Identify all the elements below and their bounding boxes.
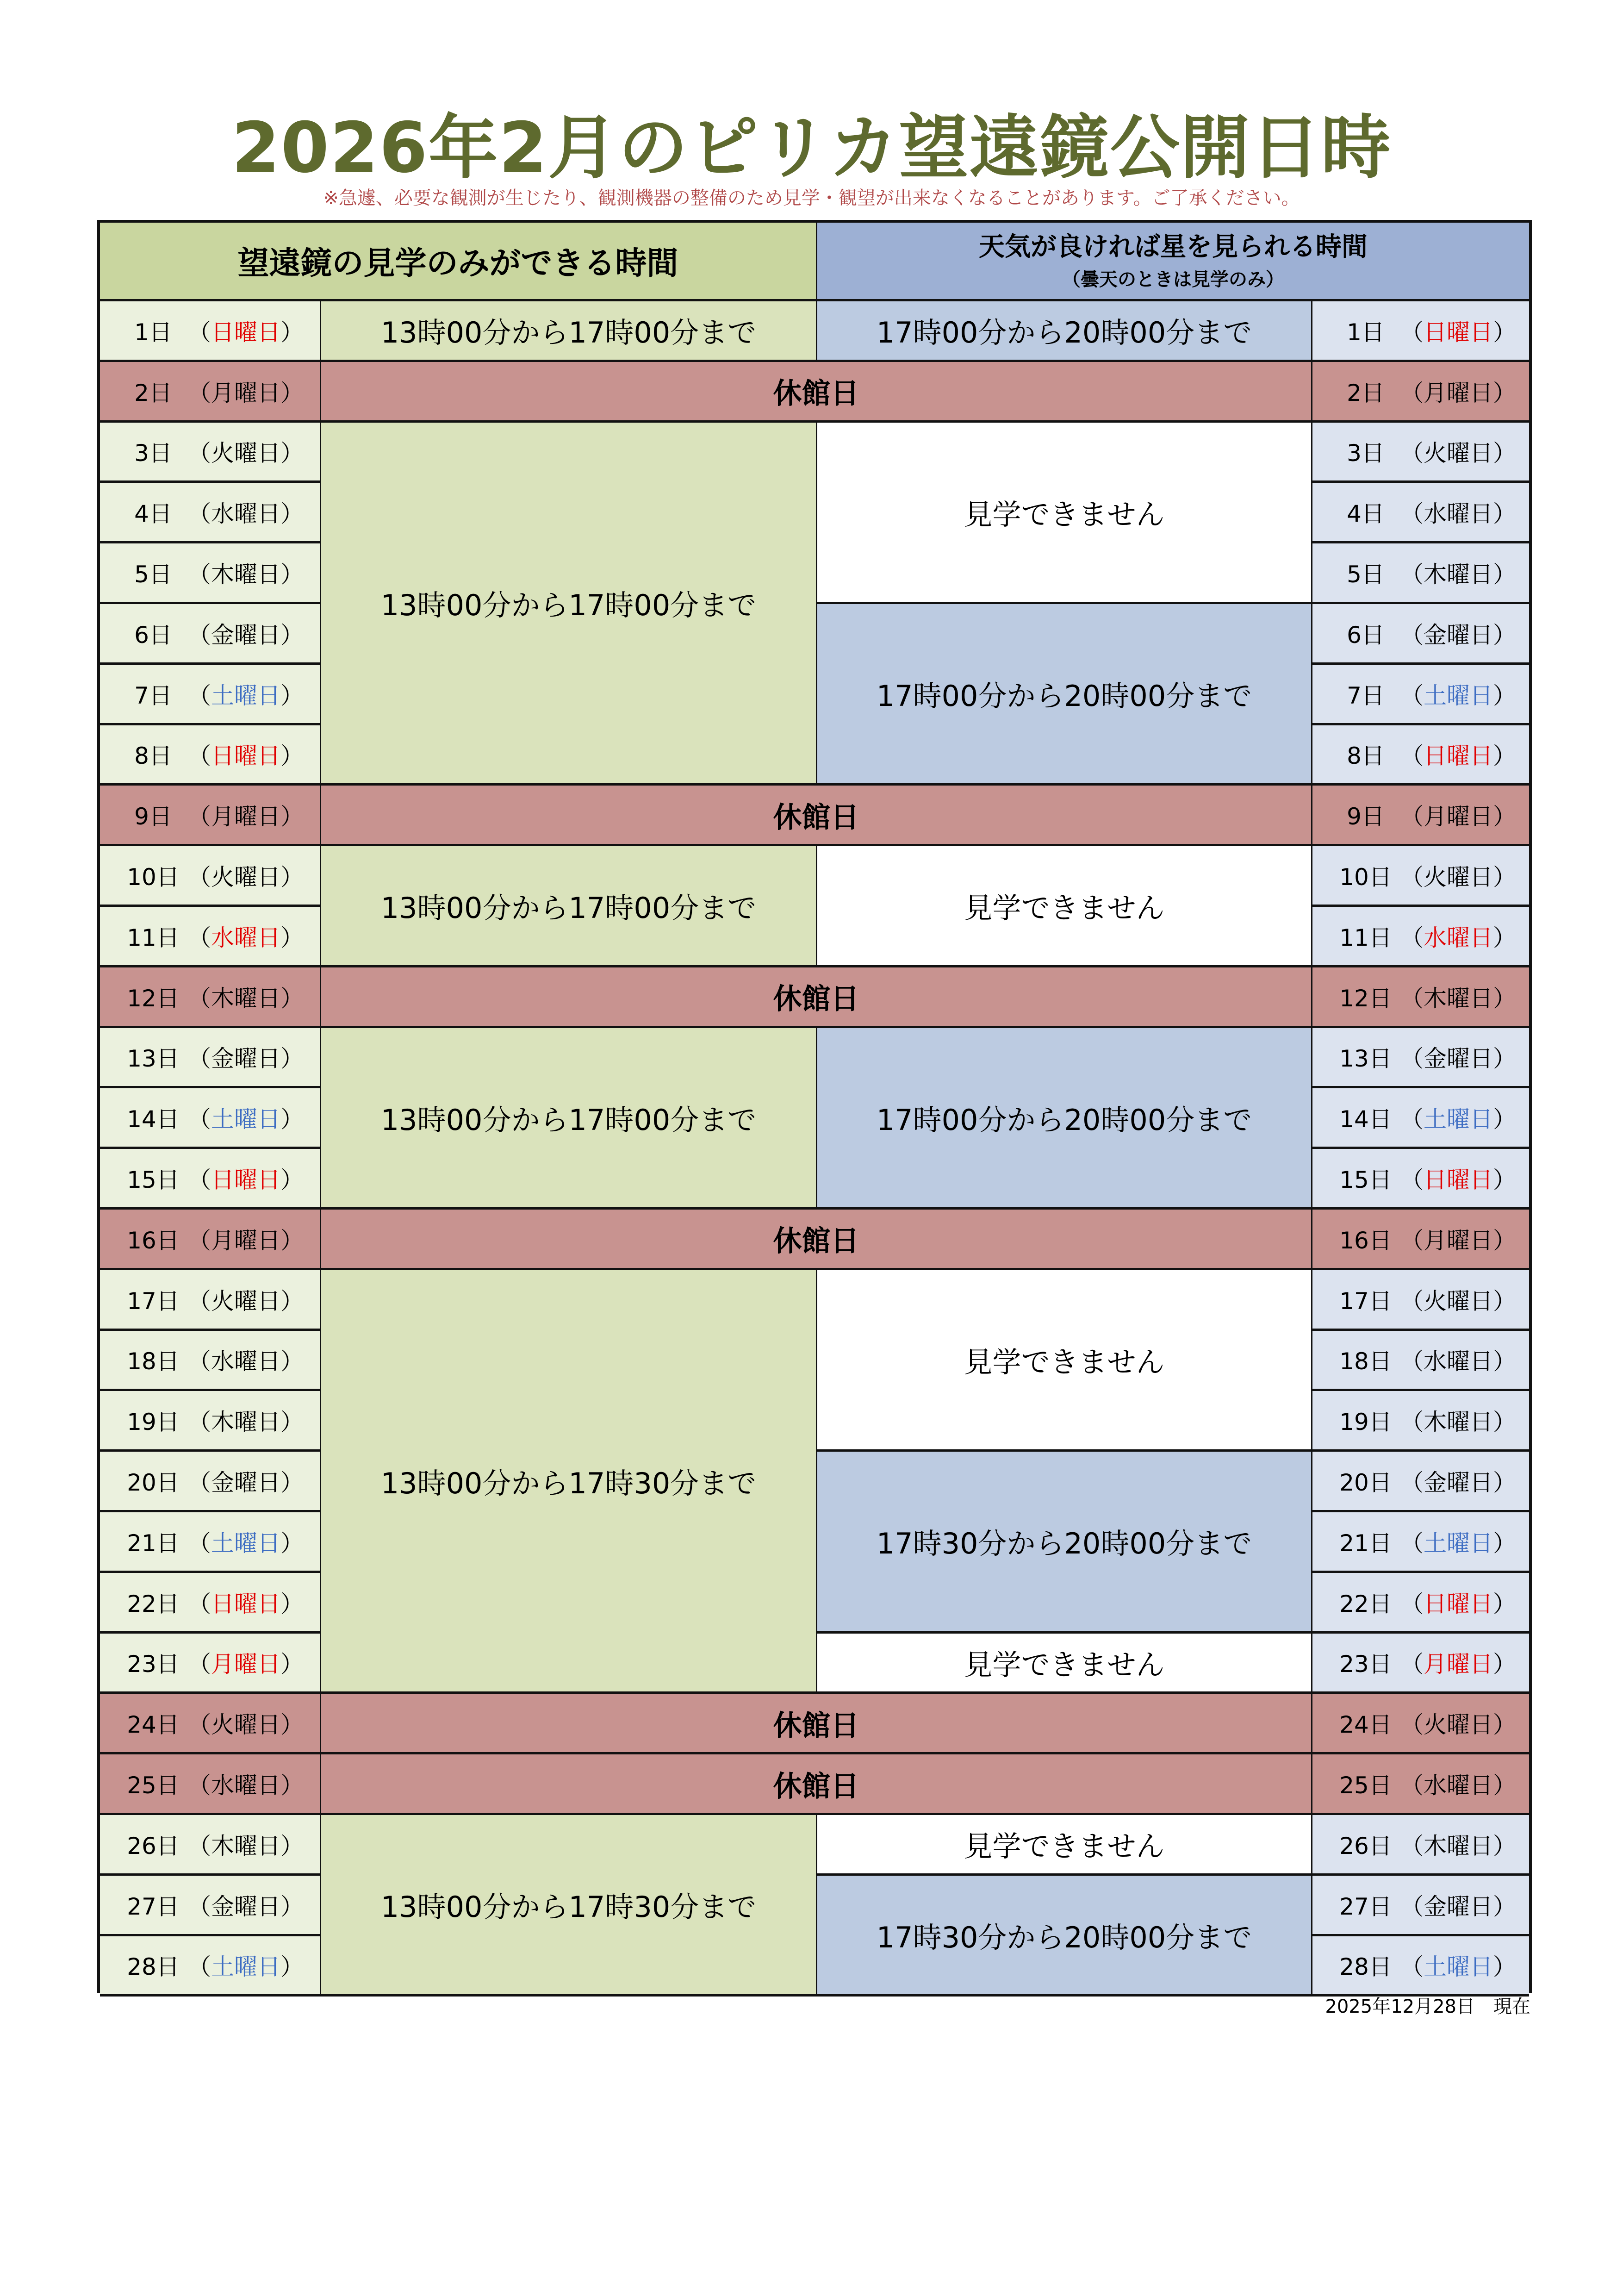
as-of-date: 2025年12月28日 現在	[1325, 1996, 1530, 2017]
date-number: 28日	[127, 1953, 180, 1981]
date-number: 21日	[127, 1529, 180, 1557]
weekday: （金曜日）	[1400, 1469, 1516, 1497]
weekday-name: 金曜日	[211, 1469, 280, 1497]
date-cell-left	[100, 483, 321, 543]
weekday-name: 水曜日	[1424, 500, 1493, 528]
date-number: 24日	[1339, 1711, 1392, 1739]
weekday: （木曜日）	[188, 1832, 304, 1859]
date-number: 17日	[127, 1287, 180, 1315]
date-number: 6日	[134, 621, 172, 649]
day-visit-cell	[321, 1815, 817, 1997]
weekday: （日曜日）	[1400, 318, 1516, 346]
weekday-name: 月曜日	[211, 1227, 280, 1254]
weekday: （火曜日）	[188, 864, 304, 891]
day-visit-time: 13時00分から17時30分まで	[380, 1466, 757, 1500]
date-cell-left	[100, 1754, 321, 1815]
date-number: 16日	[1339, 1227, 1392, 1254]
date-number: 9日	[134, 803, 172, 830]
date-number: 28日	[1339, 1953, 1392, 1981]
date-cell-left	[100, 423, 321, 483]
weekday: （日曜日）	[188, 742, 304, 770]
weekday-name: 土曜日	[1424, 1953, 1493, 1981]
date-cell-left	[100, 301, 321, 362]
weekday-name: 日曜日	[1424, 1167, 1493, 1194]
date-number: 23日	[127, 1651, 180, 1678]
weekday: （土曜日）	[1400, 682, 1516, 709]
weekday-name: 木曜日	[1424, 1832, 1493, 1859]
weekday: （土曜日）	[188, 1529, 304, 1557]
weekday: （水曜日）	[1400, 500, 1516, 528]
day-visit-time: 13時00分から17時00分まで	[380, 891, 757, 925]
weekday: （水曜日）	[188, 1772, 304, 1799]
weekday-name: 木曜日	[1424, 985, 1493, 1012]
weekday: （土曜日）	[188, 682, 304, 709]
date-number: 20日	[127, 1469, 180, 1497]
date-cell-right	[1312, 1573, 1529, 1634]
date-number: 12日	[1339, 985, 1392, 1012]
weekday-name: 水曜日	[1424, 1772, 1493, 1799]
closed-day-cell	[321, 967, 1312, 1028]
weekday-name: 土曜日	[211, 1953, 280, 1981]
no-visit-cell	[817, 1634, 1312, 1694]
weekday: （火曜日）	[1400, 1287, 1516, 1315]
weekday: （水曜日）	[188, 500, 304, 528]
weekday: （水曜日）	[1400, 1772, 1516, 1799]
date-cell-right	[1312, 423, 1529, 483]
weekday-name: 木曜日	[211, 1832, 280, 1859]
date-number: 1日	[134, 318, 172, 346]
day-visit-time: 13時00分から17時30分まで	[380, 1890, 757, 1924]
weekday-name: 日曜日	[211, 318, 280, 346]
date-number: 14日	[127, 1106, 180, 1133]
date-cell-right	[1312, 1149, 1529, 1210]
weekday-name: 金曜日	[1424, 621, 1493, 649]
weekday: （日曜日）	[1400, 1167, 1516, 1194]
weekday: （日曜日）	[1400, 1590, 1516, 1617]
closed-label: 休館日	[773, 1708, 859, 1742]
star-viewing-time: 17時00分から20時00分まで	[876, 316, 1252, 350]
weekday: （日曜日）	[188, 1590, 304, 1617]
weekday-name: 金曜日	[211, 1893, 280, 1920]
date-number: 25日	[127, 1772, 180, 1799]
weekday: （土曜日）	[188, 1106, 304, 1133]
weekday-name: 火曜日	[211, 1711, 280, 1739]
closed-label: 休館日	[773, 982, 859, 1016]
weekday: （日曜日）	[1400, 742, 1516, 770]
date-number: 7日	[1347, 682, 1385, 709]
weekday: （月曜日）	[1400, 379, 1516, 406]
date-number: 3日	[134, 440, 172, 467]
date-number: 15日	[1339, 1167, 1392, 1194]
date-number: 13日	[127, 1045, 180, 1073]
date-cell-right	[1312, 846, 1529, 907]
date-number: 24日	[127, 1711, 180, 1739]
weekday: （月曜日）	[188, 1651, 304, 1678]
page-title: 2026年2月のピリカ望遠鏡公開日時	[231, 108, 1392, 188]
date-cell-left	[100, 1028, 321, 1089]
date-cell-left	[100, 362, 321, 423]
date-cell-left	[100, 1512, 321, 1573]
date-number: 5日	[1347, 561, 1385, 588]
date-number: 4日	[134, 500, 172, 528]
date-cell-right	[1312, 1634, 1529, 1694]
weekday-name: 日曜日	[211, 1167, 280, 1194]
weekday: （木曜日）	[188, 985, 304, 1012]
date-cell-right	[1312, 1876, 1529, 1936]
day-visit-cell	[321, 1270, 817, 1694]
star-viewing-time: 17時30分から20時00分まで	[876, 1527, 1252, 1561]
no-visit-label: 見学できません	[964, 891, 1165, 925]
date-number: 11日	[1339, 924, 1392, 951]
no-visit-cell	[817, 1815, 1312, 1876]
no-visit-cell	[817, 423, 1312, 604]
weekday: （土曜日）	[188, 1953, 304, 1981]
weekday-name: 金曜日	[211, 1045, 280, 1073]
notice-text: ※急遽、必要な観測が生じたり、観測機器の整備のため見学・観望が出来なくなることがあります。ご了承ください。	[323, 187, 1300, 209]
weekday-name: 火曜日	[211, 864, 280, 891]
weekday-name: 水曜日	[211, 924, 280, 951]
no-visit-cell	[817, 846, 1312, 967]
date-cell-right	[1312, 1210, 1529, 1270]
date-cell-left	[100, 1876, 321, 1936]
date-number: 8日	[1347, 742, 1385, 770]
date-number: 9日	[1347, 803, 1385, 830]
date-cell-right	[1312, 1391, 1529, 1452]
date-cell-right	[1312, 362, 1529, 423]
weekday-name: 金曜日	[1424, 1045, 1493, 1073]
date-number: 18日	[1339, 1348, 1392, 1375]
weekday: （日曜日）	[188, 318, 304, 346]
date-cell-left	[100, 1452, 321, 1512]
date-cell-right	[1312, 1512, 1529, 1573]
day-visit-time: 13時00分から17時00分まで	[380, 588, 757, 622]
date-cell-right	[1312, 1331, 1529, 1391]
weekday: （日曜日）	[188, 1167, 304, 1194]
date-cell-right	[1312, 1452, 1529, 1512]
weekday-name: 水曜日	[1424, 1348, 1493, 1375]
date-cell-right	[1312, 543, 1529, 604]
date-number: 1日	[1347, 318, 1385, 346]
no-visit-label: 見学できません	[964, 497, 1165, 531]
date-cell-right	[1312, 1815, 1529, 1876]
weekday: （月曜日）	[188, 803, 304, 830]
weekday: （火曜日）	[1400, 864, 1516, 891]
weekday: （木曜日）	[1400, 1409, 1516, 1436]
star-viewing-cell	[817, 1876, 1312, 1997]
date-cell-left	[100, 967, 321, 1028]
closed-day-cell	[321, 1210, 1312, 1270]
date-number: 6日	[1347, 621, 1385, 649]
weekday: （水曜日）	[1400, 1348, 1516, 1375]
date-cell-left	[100, 1694, 321, 1754]
date-number: 26日	[1339, 1832, 1392, 1859]
date-number: 27日	[127, 1893, 180, 1920]
weekday: （木曜日）	[1400, 985, 1516, 1012]
no-visit-label: 見学できません	[964, 1345, 1165, 1379]
date-cell-left	[100, 543, 321, 604]
date-cell-right	[1312, 1028, 1529, 1089]
weekday-name: 火曜日	[1424, 1287, 1493, 1315]
day-visit-time: 13時00分から17時00分まで	[380, 1103, 757, 1137]
star-viewing-time: 17時30分から20時00分まで	[876, 1920, 1252, 1954]
no-visit-label: 見学できません	[964, 1647, 1165, 1682]
weekday: （金曜日）	[188, 1045, 304, 1073]
weekday-name: 水曜日	[211, 1348, 280, 1375]
date-number: 16日	[127, 1227, 180, 1254]
date-number: 12日	[127, 985, 180, 1012]
date-number: 14日	[1339, 1106, 1392, 1133]
weekday-name: 火曜日	[211, 1287, 280, 1315]
weekday: （金曜日）	[188, 1469, 304, 1497]
date-number: 8日	[134, 742, 172, 770]
closed-day-cell	[321, 1754, 1312, 1815]
weekday-name: 土曜日	[211, 682, 280, 709]
weekday: （火曜日）	[188, 1711, 304, 1739]
date-cell-left	[100, 786, 321, 846]
no-visit-cell	[817, 1270, 1312, 1452]
weekday-name: 火曜日	[211, 440, 280, 467]
date-number: 25日	[1339, 1772, 1392, 1799]
weekday-name: 火曜日	[1424, 1711, 1493, 1739]
date-cell-left	[100, 1331, 321, 1391]
date-number: 17日	[1339, 1287, 1392, 1315]
date-cell-left	[100, 1634, 321, 1694]
weekday: （金曜日）	[188, 621, 304, 649]
closed-label: 休館日	[773, 800, 859, 834]
weekday: （金曜日）	[1400, 621, 1516, 649]
date-cell-right	[1312, 967, 1529, 1028]
weekday-name: 水曜日	[211, 500, 280, 528]
header-star-viewing-label: 天気が良ければ星を見られる時間	[979, 231, 1368, 262]
date-number: 19日	[1339, 1409, 1392, 1436]
weekday: （月曜日）	[1400, 803, 1516, 830]
closed-label: 休館日	[773, 376, 859, 411]
weekday: （月曜日）	[188, 379, 304, 406]
weekday-name: 金曜日	[211, 621, 280, 649]
date-cell-left	[100, 1573, 321, 1634]
date-number: 27日	[1339, 1893, 1392, 1920]
weekday: （金曜日）	[1400, 1893, 1516, 1920]
date-cell-left	[100, 665, 321, 725]
star-viewing-cell	[817, 604, 1312, 786]
date-cell-right	[1312, 907, 1529, 967]
date-cell-right	[1312, 1754, 1529, 1815]
weekday-name: 金曜日	[1424, 1469, 1493, 1497]
date-cell-right	[1312, 483, 1529, 543]
weekday: （金曜日）	[188, 1893, 304, 1920]
weekday-name: 月曜日	[1424, 803, 1493, 830]
day-visit-cell	[321, 1028, 817, 1210]
header-day-visit-label: 望遠鏡の見学のみができる時間	[237, 245, 678, 282]
no-visit-label: 見学できません	[964, 1829, 1165, 1864]
weekday-name: 月曜日	[1424, 1227, 1493, 1254]
date-number: 26日	[127, 1832, 180, 1859]
date-cell-right	[1312, 1088, 1529, 1149]
weekday-name: 月曜日	[1424, 379, 1493, 406]
date-number: 23日	[1339, 1651, 1392, 1678]
date-cell-right	[1312, 725, 1529, 786]
date-cell-left	[100, 1815, 321, 1876]
date-cell-left	[100, 1270, 321, 1331]
weekday: （火曜日）	[1400, 440, 1516, 467]
date-cell-left	[100, 725, 321, 786]
weekday: （土曜日）	[1400, 1106, 1516, 1133]
weekday-name: 木曜日	[1424, 1409, 1493, 1436]
date-cell-left	[100, 1210, 321, 1270]
weekday: （木曜日）	[1400, 1832, 1516, 1859]
date-number: 15日	[127, 1167, 180, 1194]
weekday: （水曜日）	[1400, 924, 1516, 951]
header-star-viewing	[817, 223, 1529, 301]
weekday: （金曜日）	[1400, 1045, 1516, 1073]
weekday-name: 日曜日	[211, 1590, 280, 1617]
weekday: （木曜日）	[1400, 561, 1516, 588]
date-cell-left	[100, 907, 321, 967]
closed-label: 休館日	[773, 1769, 859, 1803]
weekday-name: 月曜日	[211, 803, 280, 830]
date-number: 20日	[1339, 1469, 1392, 1497]
date-number: 7日	[134, 682, 172, 709]
star-viewing-time: 17時00分から20時00分まで	[876, 1103, 1252, 1137]
closed-day-cell	[321, 362, 1312, 423]
star-viewing-cell	[817, 1452, 1312, 1633]
weekday: （木曜日）	[188, 1409, 304, 1436]
date-cell-left	[100, 1391, 321, 1452]
weekday-name: 水曜日	[1424, 924, 1493, 951]
header-cloudy-note: （曇天のときは見学のみ）	[1062, 268, 1284, 290]
weekday-name: 日曜日	[1424, 1590, 1493, 1617]
date-number: 21日	[1339, 1529, 1392, 1557]
date-number: 18日	[127, 1348, 180, 1375]
weekday-name: 土曜日	[1424, 682, 1493, 709]
day-visit-cell	[321, 423, 817, 786]
date-number: 3日	[1347, 440, 1385, 467]
date-number: 10日	[127, 864, 180, 891]
closed-day-cell	[321, 1694, 1312, 1754]
day-visit-time: 13時00分から17時00分まで	[380, 316, 757, 350]
date-number: 22日	[1339, 1590, 1392, 1617]
weekday-name: 土曜日	[211, 1529, 280, 1557]
weekday: （木曜日）	[188, 561, 304, 588]
date-cell-right	[1312, 1270, 1529, 1331]
date-cell-right	[1312, 1694, 1529, 1754]
date-cell-right	[1312, 604, 1529, 665]
weekday-name: 日曜日	[1424, 318, 1493, 346]
date-cell-left	[100, 1936, 321, 1997]
weekday-name: 日曜日	[211, 742, 280, 770]
weekday: （火曜日）	[188, 440, 304, 467]
weekday-name: 土曜日	[1424, 1106, 1493, 1133]
weekday: （月曜日）	[188, 1227, 304, 1254]
weekday-name: 土曜日	[1424, 1529, 1493, 1557]
weekday-name: 木曜日	[211, 985, 280, 1012]
weekday-name: 月曜日	[1424, 1651, 1493, 1678]
date-cell-left	[100, 1088, 321, 1149]
date-cell-right	[1312, 1936, 1529, 1997]
weekday-name: 木曜日	[1424, 561, 1493, 588]
star-viewing-cell	[817, 301, 1312, 362]
closed-day-cell	[321, 786, 1312, 846]
weekday-name: 火曜日	[1424, 440, 1493, 467]
weekday: （土曜日）	[1400, 1529, 1516, 1557]
header-day-visit	[100, 223, 817, 301]
date-number: 11日	[127, 924, 180, 951]
weekday-name: 月曜日	[211, 379, 280, 406]
date-number: 22日	[127, 1590, 180, 1617]
weekday-name: 月曜日	[211, 1651, 280, 1678]
weekday: （水曜日）	[188, 1348, 304, 1375]
weekday: （水曜日）	[188, 924, 304, 951]
weekday-name: 水曜日	[211, 1772, 280, 1799]
date-number: 10日	[1339, 864, 1392, 891]
weekday: （月曜日）	[1400, 1651, 1516, 1678]
weekday-name: 金曜日	[1424, 1893, 1493, 1920]
date-cell-right	[1312, 786, 1529, 846]
date-cell-right	[1312, 301, 1529, 362]
date-cell-left	[100, 846, 321, 907]
star-viewing-cell	[817, 1028, 1312, 1210]
schedule-table	[97, 220, 1532, 1993]
date-number: 19日	[127, 1409, 180, 1436]
date-number: 5日	[134, 561, 172, 588]
weekday-name: 土曜日	[211, 1106, 280, 1133]
day-visit-cell	[321, 301, 817, 362]
weekday: （火曜日）	[188, 1287, 304, 1315]
weekday: （火曜日）	[1400, 1711, 1516, 1739]
closed-label: 休館日	[773, 1224, 859, 1258]
weekday-name: 木曜日	[211, 561, 280, 588]
date-cell-left	[100, 1149, 321, 1210]
date-number: 13日	[1339, 1045, 1392, 1073]
star-viewing-time: 17時00分から20時00分まで	[876, 679, 1252, 713]
weekday: （月曜日）	[1400, 1227, 1516, 1254]
weekday-name: 日曜日	[1424, 742, 1493, 770]
date-cell-right	[1312, 665, 1529, 725]
date-cell-left	[100, 604, 321, 665]
date-number: 2日	[1347, 379, 1385, 406]
weekday-name: 木曜日	[211, 1409, 280, 1436]
date-number: 2日	[134, 379, 172, 406]
weekday-name: 火曜日	[1424, 864, 1493, 891]
day-visit-cell	[321, 846, 817, 967]
weekday: （土曜日）	[1400, 1953, 1516, 1981]
date-number: 4日	[1347, 500, 1385, 528]
